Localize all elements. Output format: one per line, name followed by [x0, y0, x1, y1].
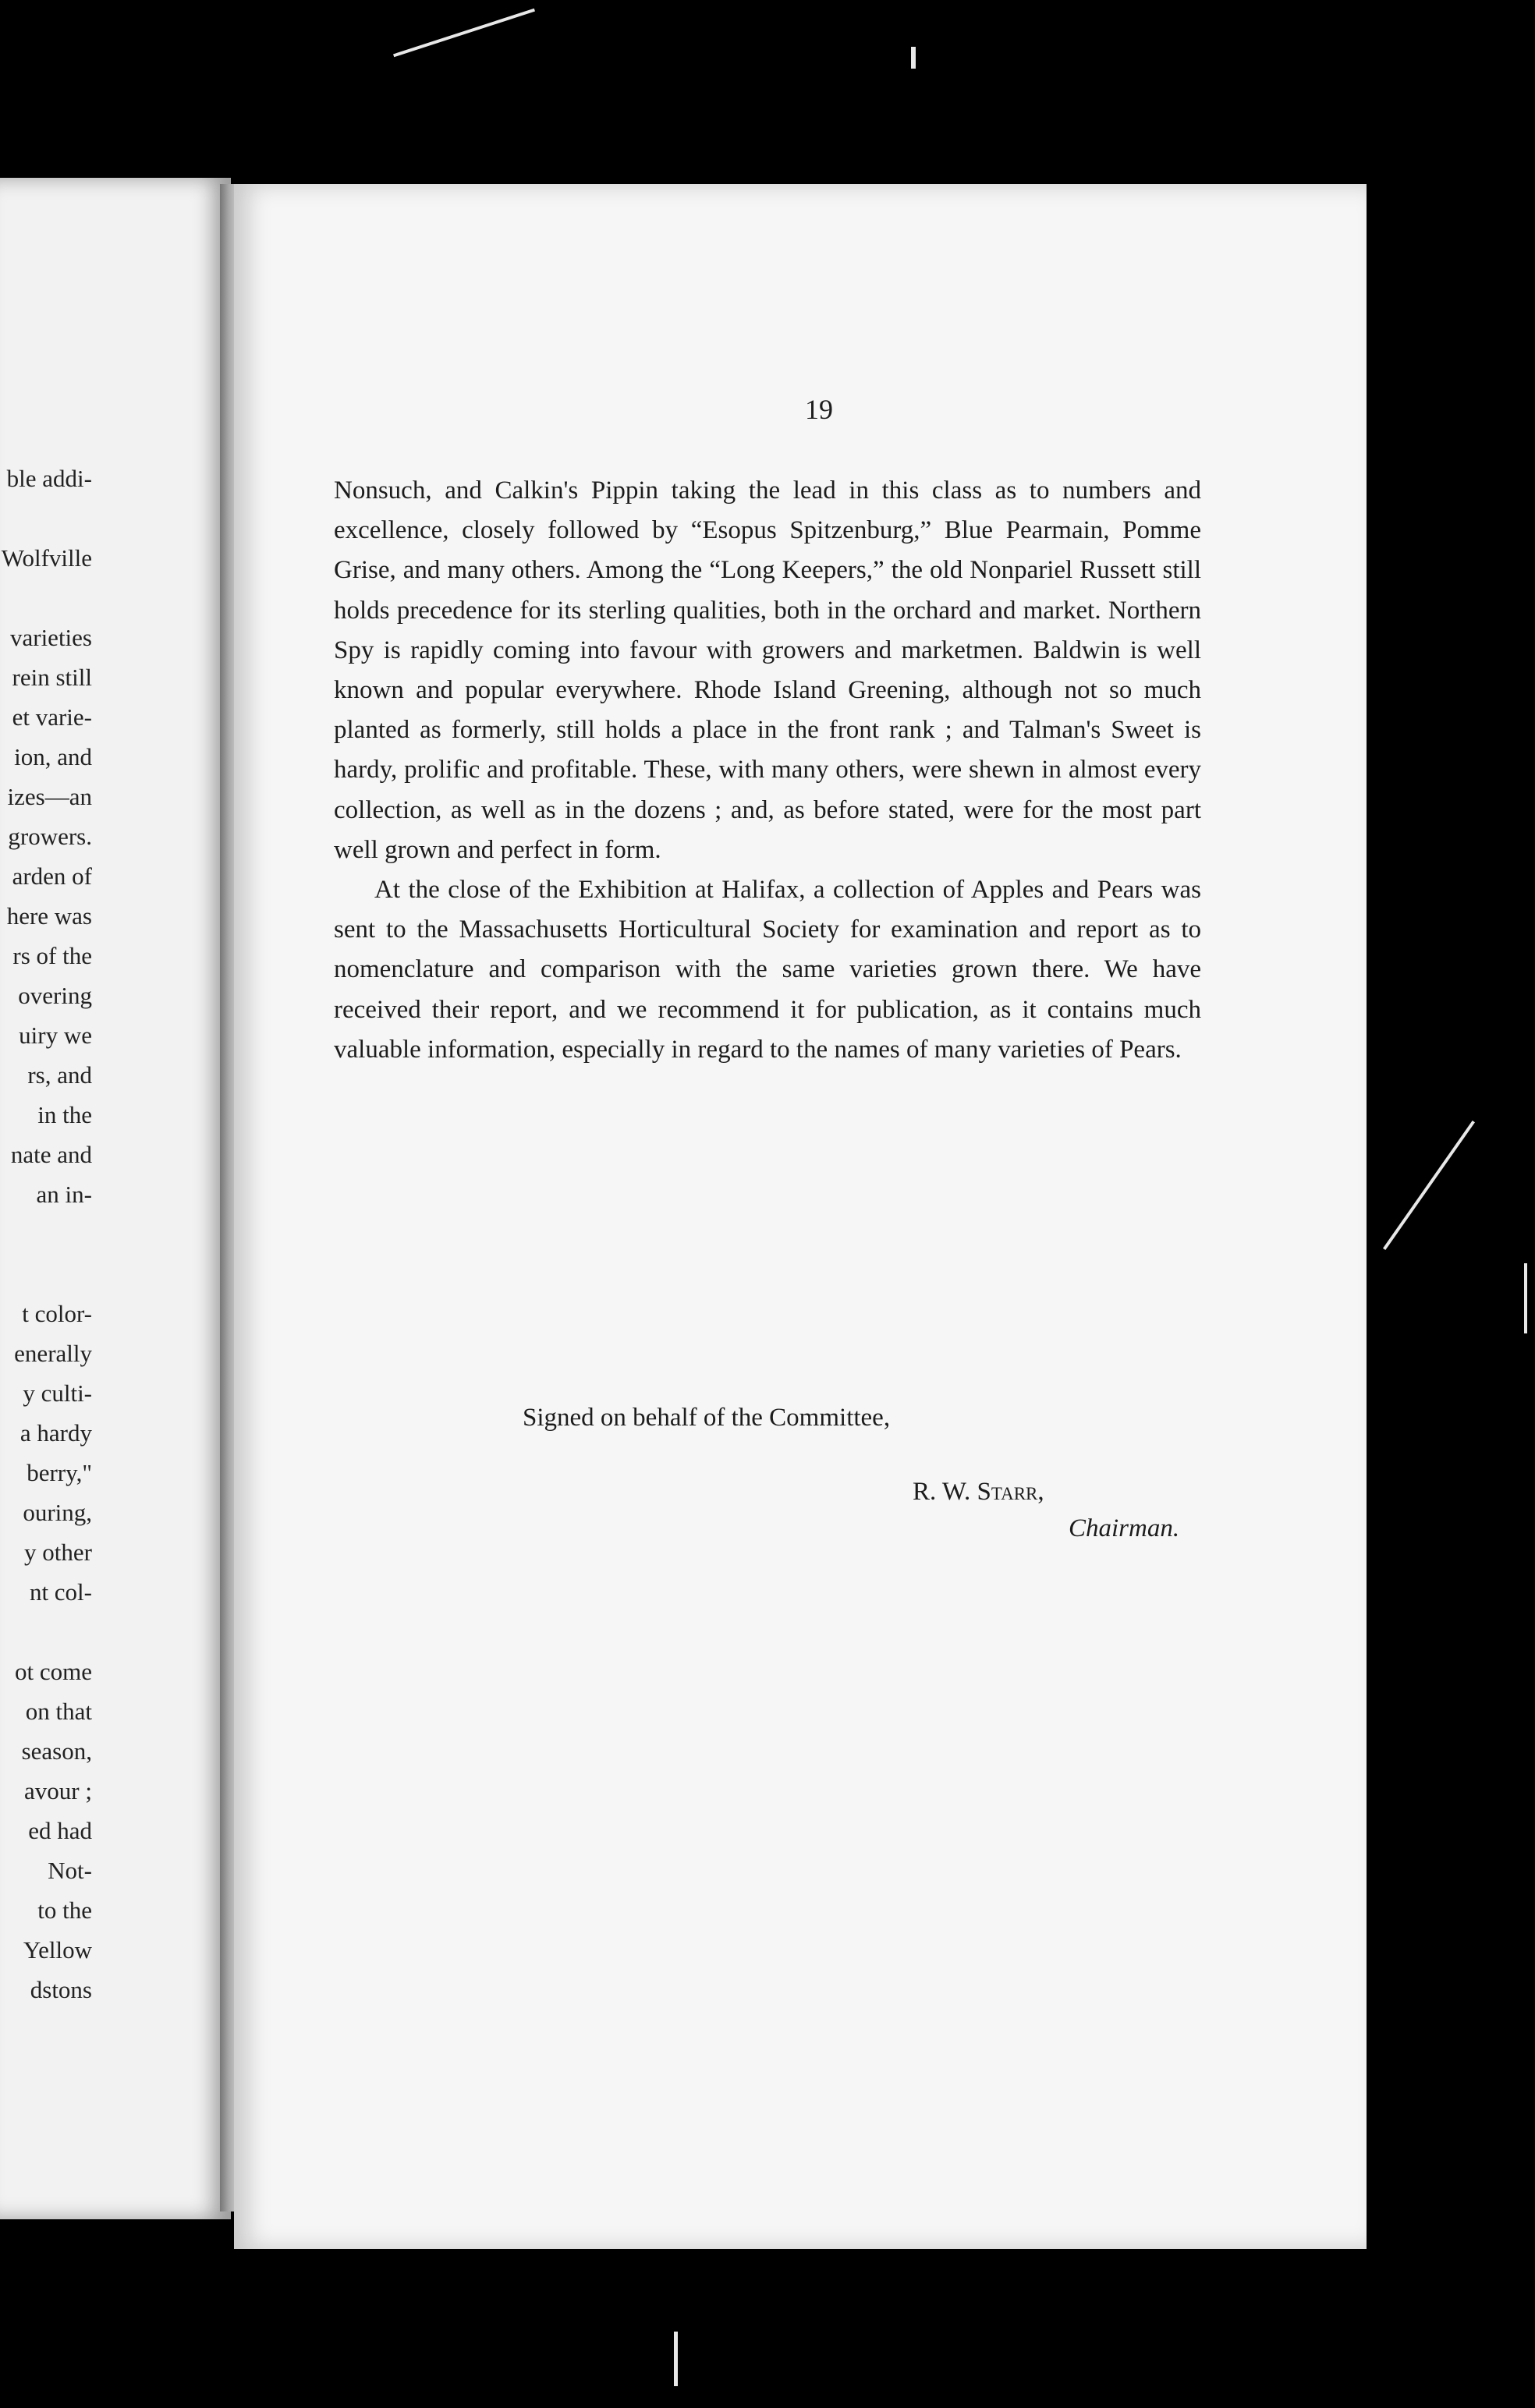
left-page-line: ot come — [15, 1658, 92, 1685]
left-page-line: Yellow — [23, 1936, 92, 1964]
left-page-line: season, — [21, 1737, 92, 1765]
left-page-line: et varie- — [12, 703, 92, 731]
left-page-line: berry," — [27, 1459, 92, 1486]
left-page-line: Not- — [48, 1857, 92, 1884]
left-page-line — [0, 1214, 92, 1254]
left-page — [0, 178, 231, 2219]
signed-line: Signed on behalf of the Committee, — [523, 1404, 891, 1432]
left-page-line: avour ; — [24, 1777, 92, 1804]
page-number: 19 — [805, 394, 833, 425]
left-page-line: Wolfville — [1, 544, 92, 572]
left-page-line: nate and — [10, 1141, 92, 1168]
left-page-line: overing — [18, 982, 92, 1009]
scan-artifact — [393, 9, 535, 58]
left-page-line: a hardy — [19, 1419, 92, 1447]
signatory — [913, 1478, 1044, 1507]
left-page-line: in the — [37, 1101, 92, 1128]
scan-artifact — [674, 2332, 678, 2386]
left-page-line: rs of the — [12, 942, 92, 969]
left-page-line: y other — [24, 1539, 92, 1566]
left-page-line — [0, 1254, 92, 1294]
body-text — [334, 471, 1201, 1070]
left-page-line: uiry we — [19, 1022, 92, 1049]
left-page-line: to the — [37, 1896, 92, 1924]
left-page-text — [0, 459, 92, 2010]
left-page-line: rs, and — [27, 1061, 92, 1089]
left-page-line: ouring, — [23, 1499, 92, 1526]
left-page-line: on that — [25, 1698, 92, 1725]
left-page-line: izes—an — [7, 783, 92, 810]
left-page-line: rein still — [12, 664, 92, 691]
left-page-line — [0, 578, 92, 618]
left-page-line: ble addi- — [6, 465, 92, 492]
left-page-line: an in- — [36, 1181, 92, 1208]
left-page-line: y culti- — [23, 1379, 92, 1407]
scan-artifact — [1524, 1263, 1527, 1333]
left-page-line: growers. — [8, 823, 92, 850]
scan-artifact — [911, 47, 916, 69]
left-page-line: varieties — [9, 624, 92, 651]
left-page-line: ion, and — [14, 743, 92, 770]
left-page-line: here was — [6, 902, 92, 930]
signatory-surname: Starr, — [977, 1478, 1044, 1506]
left-page-line: dstons — [30, 1976, 92, 2003]
signatory-initials: R. W. — [913, 1478, 971, 1506]
left-page-line: ed had — [28, 1817, 92, 1844]
paragraph-1: Nonsuch, and Calkin's Pippin taking the lead in this class as to numbers and excellence, closely followed by “Esopus Spitzenburg,” Blue Pearmain, Pomme Grise, and many others. Among the “Long Keepers,” the old Nonpariel Russett still holds precedence for its sterling qualities, both in the orchard and market. Northern Spy is rapidly coming into favour with growers and marketmen. Baldwin is well known and popular everywhere. Rhode Island Greening, although not so much planted as formerly, still holds a place in the front rank ; and Talman's Sweet is hardy, prolific and profitable. These, with many others, were shewn in almost every collection, as well as in the dozens ; and, as before stated, were for the most part well grown and perfect in form. — [334, 476, 1201, 864]
left-page-line: t color- — [22, 1300, 92, 1327]
scan-artifact — [1383, 1121, 1475, 1250]
left-page-line — [0, 1612, 92, 1652]
left-page-line — [0, 498, 92, 538]
left-page-line: enerally — [14, 1340, 92, 1367]
signatory-role: Chairman. — [1069, 1514, 1180, 1542]
paragraph-2: At the close of the Exhibition at Halifax, a collection of Apples and Pears was sent to the Massachusetts Horticultural Society for examination and report as to nomenclature and comparison with the same varieties grown there. We have received their report, and we recommend it for publication, as it contains much valuable information, especially in regard to the names of many varieties of Pears. — [334, 876, 1201, 1064]
left-page-line: arden of — [12, 862, 92, 890]
left-page-line: nt col- — [29, 1578, 92, 1606]
right-page — [234, 184, 1367, 2249]
